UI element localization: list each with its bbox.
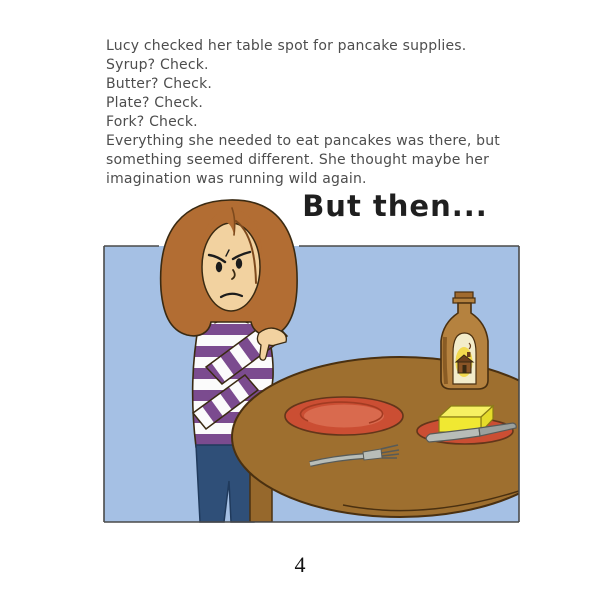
girl-face xyxy=(202,223,260,311)
story-emphasis-text: But then... xyxy=(302,189,488,223)
story-line: Syrup? Check. xyxy=(106,57,209,73)
page-number: 4 xyxy=(294,552,306,577)
plate-center xyxy=(304,405,384,428)
illustration xyxy=(103,195,520,525)
story-line: Lucy checked her table spot for pancake supplies. xyxy=(106,38,467,54)
bottle-shading xyxy=(445,337,446,384)
girl-left-eye xyxy=(216,262,222,272)
cabin-door xyxy=(463,365,467,373)
story-line: something seemed different. She thought maybe her xyxy=(106,152,490,168)
story-line: Everything she needed to eat pancakes was there, but xyxy=(106,133,500,149)
cabin-chimney xyxy=(467,352,471,357)
story-line: Plate? Check. xyxy=(106,95,204,111)
story-text xyxy=(106,37,526,189)
story-line: Fork? Check. xyxy=(106,114,198,130)
story-line: imagination was running wild again. xyxy=(106,171,367,187)
girl-right-eye xyxy=(236,258,242,268)
story-line: Butter? Check. xyxy=(106,76,213,92)
